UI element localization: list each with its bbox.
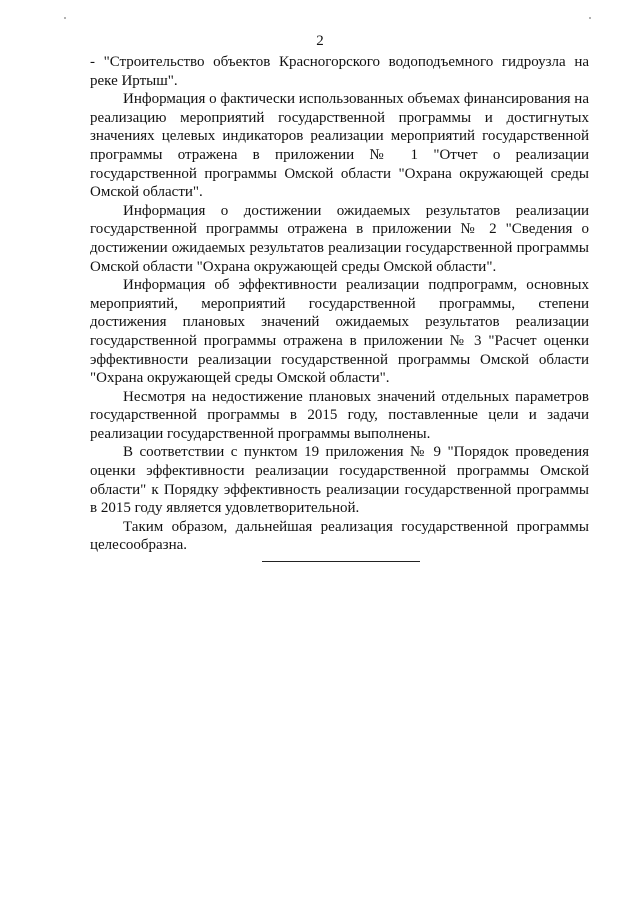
paragraph-results-info: Информация о достижении ожидаемых результатов реализации государственной программы отражена в приложении № 2 "Сведения о достижении ожидаемых результатов реализации государственной программы Омской области "Охрана окружающей среды Омской области". xyxy=(90,202,589,275)
paragraph-conclusion: Таким образом, дальнейшая реализация государственной программы целесообразна. xyxy=(90,518,589,554)
page-number: 2 xyxy=(316,33,324,49)
scan-speck xyxy=(589,17,591,19)
paragraph-project-item: - "Строительство объектов Красногорского водоподъемного гидроузла на реке Иртыш". xyxy=(90,54,589,89)
document-body xyxy=(90,53,589,555)
paragraph-assessment: В соответствии с пунктом 19 приложения № 9 "Порядок проведения оценки эффективности реализации государственной программы Омской области" к Порядку эффективность реализации государственной программы в 2015 году является удовлетворительной. xyxy=(90,444,589,517)
paragraph-goals-fulfilled: Несмотря на недостижение плановых значений отдельных параметров государственной программы в 2015 году, поставленные цели и задачи реализации государственной программы выполнены. xyxy=(90,388,589,442)
scan-speck xyxy=(64,17,66,19)
paragraph-financing-info: Информация о фактически использованных объемах финансирования на реализацию мероприятий государственной программы и достигнутых значениях целевых индикаторов реализации мероприятий государственной программы отражена в приложении № 1 "Отчет о реализации государственной программы Омской области "Охрана окружающей среды Омской области". xyxy=(90,91,589,201)
closing-divider-line xyxy=(262,561,420,562)
paragraph-efficiency-info: Информация об эффективности реализации подпрограмм, основных мероприятий, мероприятий государственной программы, степени достижения плановых значений ожидаемых результатов реализации государственной программы отражена в приложении № 3 "Расчет оценки эффективности реализации государственной программы Омской области "Охрана окружающей среды Омской области". xyxy=(90,277,589,387)
